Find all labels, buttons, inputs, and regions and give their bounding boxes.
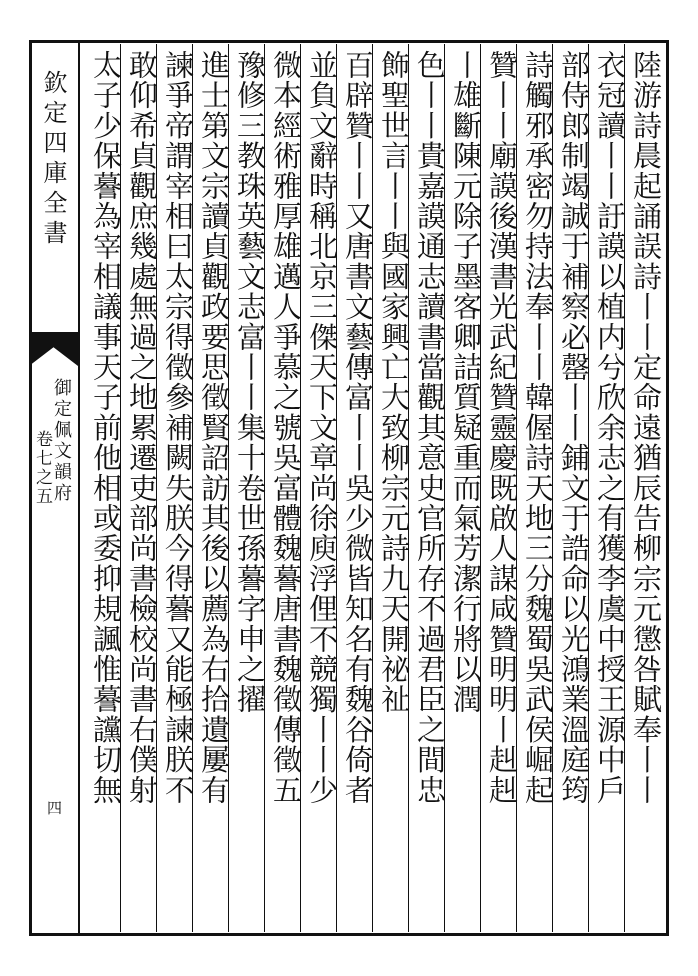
text-column: 微本經術雅厚雄邁人爭慕之號吳富體魏謩唐書魏徵傳徵五 xyxy=(264,44,306,932)
text-column: 諫爭帝謂宰相曰太宗得徵參補闕失朕今得謩又能極諫朕不 xyxy=(156,44,198,932)
text-column: 進士第文宗讀貞觀政要思徵賢詔訪其後以薦為右拾遺屢有 xyxy=(192,44,234,932)
text-column: 敢仰希貞觀庶幾處無過之地累遷吏部尚書檢校尚書右僕射 xyxy=(120,44,162,932)
collection-title: 欽定四庫全書 xyxy=(39,70,67,250)
page-number: 四 xyxy=(45,800,63,815)
text-body xyxy=(82,44,666,932)
text-column: 詩觸邪承密勿持法奉丨丨韓偓詩天地三分魏蜀吳武侯崛起 xyxy=(516,44,558,932)
book-title: 御定佩文韻府 xyxy=(51,378,72,504)
page-margin-strip xyxy=(29,40,80,936)
text-column: 部侍郎制竭誠于補察必罄丨丨鋪文于誥命以光鴻業溫庭筠 xyxy=(552,44,594,932)
text-column: 太子少保謩為宰相議事天子前他相或委抑規諷惟謩讜切無 xyxy=(89,50,123,805)
text-column: 陸游詩晨起誦誤詩丨丨定命遠猶辰告柳宗元懲咎賦奉丨丨 xyxy=(624,44,666,932)
text-column: 色丨丨貴嘉謨通志讀書當觀其意史官所存不過君臣之間忠 xyxy=(408,44,450,932)
text-column: 豫修三教珠英藝文志富丨丨集十卷世孫謩字申之擢 xyxy=(228,44,270,932)
text-column: 贊丨丨廟謨後漢書光武紀贊靈慶既啟人謀咸贊明明丨赳赳 xyxy=(480,44,522,932)
fishtail-mark-icon xyxy=(29,332,78,366)
text-column: 百辟贊丨丨又唐書文藝傳富丨丨吳少微皆知名有魏谷倚者 xyxy=(336,44,378,932)
text-column: 並負文辭時稱北京三傑天下文章尚徐庾浮俚不競獨丨丨少 xyxy=(300,44,342,932)
text-column: 飾聖世言丨丨與國家興亡大致柳宗元詩九天開祕祉 xyxy=(372,44,414,932)
text-column: 丨雄斷陳元除子墨客卿詰質疑重而氣芳潔行將以潤 xyxy=(444,44,486,932)
volume-label: 卷七之五 xyxy=(32,430,52,506)
text-column: 衣冠讀丨丨訏謨以植内兮欣余志之有獲李虞中授王源中戶 xyxy=(588,44,630,932)
